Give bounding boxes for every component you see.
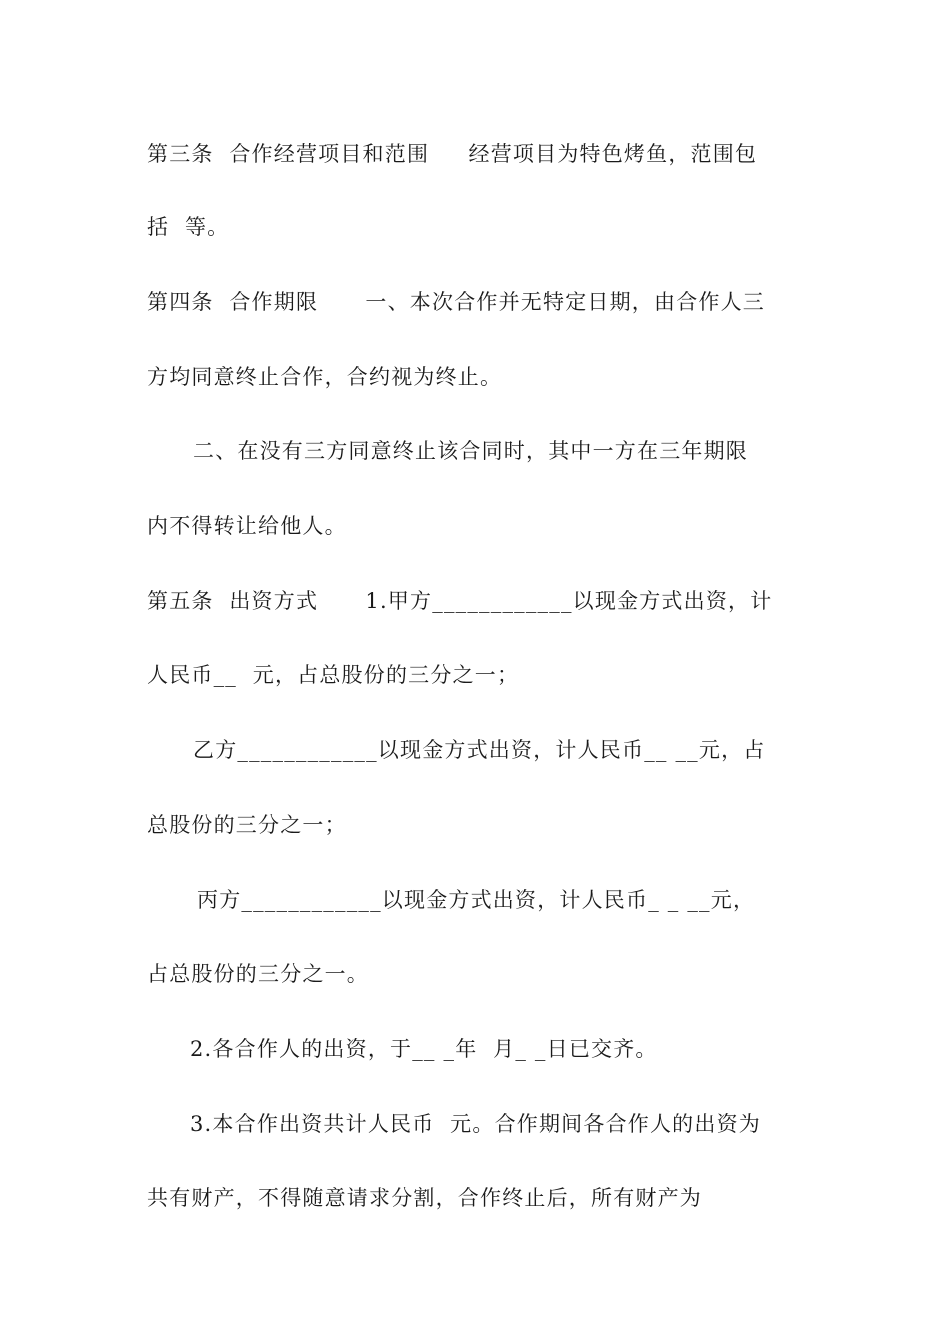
clause-4-line-2: 方均同意终止合作，合约视为终止。 [147,365,503,389]
clause-5-line-2: 人民币__ 元，占总股份的三分之一； [147,663,520,687]
party-b-line-2: 总股份的三分之一； [147,813,347,837]
party-c-line-2: 占总股份的三分之一。 [147,962,369,986]
clause-4-line-1: 第四条 合作期限 一、本次合作并无特定日期，由合作人三 [147,290,765,314]
clause-5-item-2: 2.各合作人的出资，于__ _年 月_ _日已交齐。 [190,1037,658,1061]
party-c-line-1: 丙方____________以现金方式出资，计人民币_ _ __元， [197,888,756,912]
clause-3-line-2: 括 等。 [147,215,230,239]
clause-3-line-1: 第三条 合作经营项目和范围 经营项目为特色烤鱼，范围包 [147,142,758,166]
clause-5-item-3-line-2: 共有财产，不得随意请求分割，合作终止后，所有财产为 [147,1186,702,1210]
clause-5-line-1: 第五条 出资方式 1.甲方____________以现金方式出资，计 [147,589,773,613]
clause-4-item-2-line-2: 内不得转让给他人。 [147,514,347,538]
clause-5-item-3-line-1: 3.本合作出资共计人民币 元。合作期间各合作人的出资为 [190,1112,761,1136]
clause-4-item-2-line-1: 二、在没有三方同意终止该合同时，其中一方在三年期限 [193,439,748,463]
party-b-line-1: 乙方____________以现金方式出资，计人民币__ __元，占 [193,738,766,762]
